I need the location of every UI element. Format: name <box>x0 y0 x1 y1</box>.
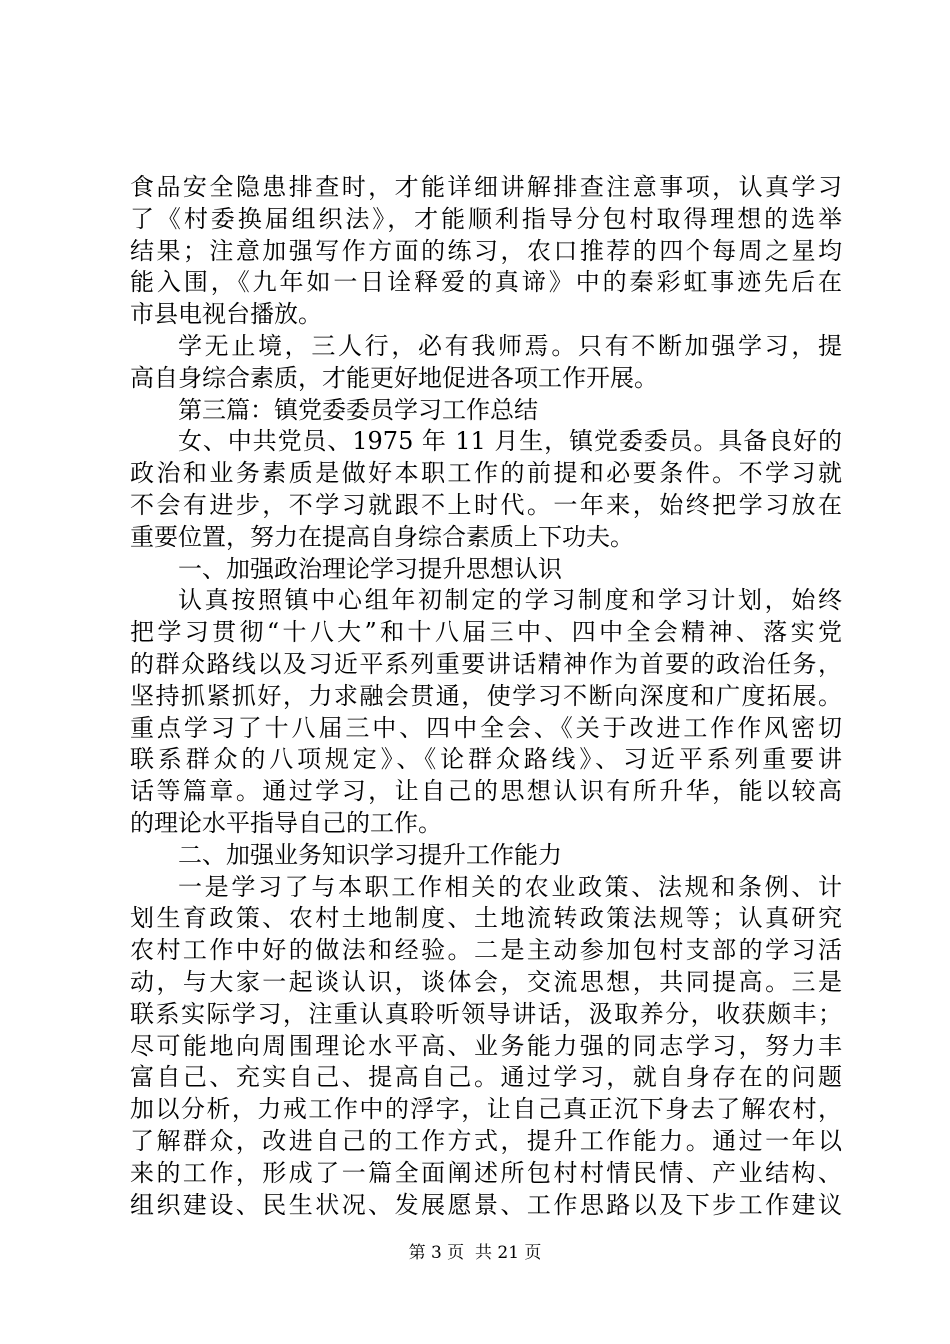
text-line: 了解群众，改进自己的工作方式，提升工作能力。通过一年以 <box>130 1126 842 1155</box>
text-line: 组织建设、民生状况、发展愿景、工作思路以及下步工作建议 <box>130 1190 842 1219</box>
text-line: 的群众路线以及习近平系列重要讲话精神作为首要的政治任务， <box>130 649 842 678</box>
text-line: 了《村委换届组织法》，才能顺利指导分包村取得理想的选举 <box>130 204 842 233</box>
text-line: 农村工作中好的做法和经验。二是主动参加包村支部的学习活 <box>130 936 842 965</box>
text-line: 女、中共党员、1975 年 11 月生，镇党委委员。具备良好的 <box>178 427 842 456</box>
text-line: 重要位置，努力在提高自身综合素质上下功夫。 <box>130 522 634 551</box>
text-line: 认真按照镇中心组年初制定的学习制度和学习计划，始终 <box>178 586 842 615</box>
text-line: 联系实际学习，注重认真聆听领导讲话，汲取养分，收获颇丰； <box>130 999 842 1028</box>
section-heading: 第三篇：镇党委委员学习工作总结 <box>178 395 538 424</box>
text-line: 来的工作，形成了一篇全面阐述所包村村情民情、产业结构、 <box>130 1158 842 1187</box>
text-line: 加以分析，力戒工作中的浮字，让自己真正沉下身去了解农村， <box>130 1095 842 1124</box>
text-line: 高自身综合素质，才能更好地促进各项工作开展。 <box>130 363 658 392</box>
text-line: 划生育政策、农村土地制度、土地流转政策法规等；认真研究 <box>130 904 842 933</box>
page-number: 第 3 页 共 21 页 <box>408 1243 542 1263</box>
text-line: 联系群众的八项规定》、《论群众路线》、习近平系列重要讲 <box>130 745 842 774</box>
section-heading: 二、加强业务知识学习提升工作能力 <box>178 840 562 869</box>
text-line: 市县电视台播放。 <box>130 300 322 329</box>
text-line: 学无止境，三人行，必有我师焉。只有不断加强学习，提 <box>178 331 842 360</box>
text-line: 话等篇章。通过学习，让自己的思想认识有所升华，能以较高 <box>130 777 842 806</box>
text-line: 能入围，《九年如一日诠释爱的真谛》中的秦彩虹事迹先后在 <box>130 268 842 297</box>
text-line: 不会有进步，不学习就跟不上时代。一年来，始终把学习放在 <box>130 490 842 519</box>
text-line: 的理论水平指导自己的工作。 <box>130 808 442 837</box>
text-line: 一是学习了与本职工作相关的农业政策、法规和条例、计 <box>178 872 842 901</box>
text-line: 食品安全隐患排查时，才能详细讲解排查注意事项，认真学习 <box>130 173 842 201</box>
section-heading: 一、加强政治理论学习提升思想认识 <box>178 554 562 583</box>
document-body <box>130 172 842 1221</box>
text-line: 把学习贯彻“十八大”和十八届三中、四中全会精神、落实党 <box>130 618 842 647</box>
text-line: 政治和业务素质是做好本职工作的前提和必要条件。不学习就 <box>130 459 842 488</box>
text-line: 尽可能地向周围理论水平高、业务能力强的同志学习，努力丰 <box>130 1031 842 1060</box>
text-line: 动，与大家一起谈认识，谈体会，交流思想，共同提高。三是 <box>130 967 842 996</box>
text-line: 重点学习了十八届三中、四中全会、《关于改进工作作风密切 <box>130 713 842 742</box>
text-line: 富自己、充实自己、提高自己。通过学习，就自身存在的问题 <box>130 1063 842 1092</box>
page-footer <box>0 1241 950 1265</box>
text-line: 结果；注意加强写作方面的练习，农口推荐的四个每周之星均 <box>130 236 842 265</box>
text-line: 坚持抓紧抓好，力求融会贯通，使学习不断向深度和广度拓展。 <box>130 681 842 710</box>
